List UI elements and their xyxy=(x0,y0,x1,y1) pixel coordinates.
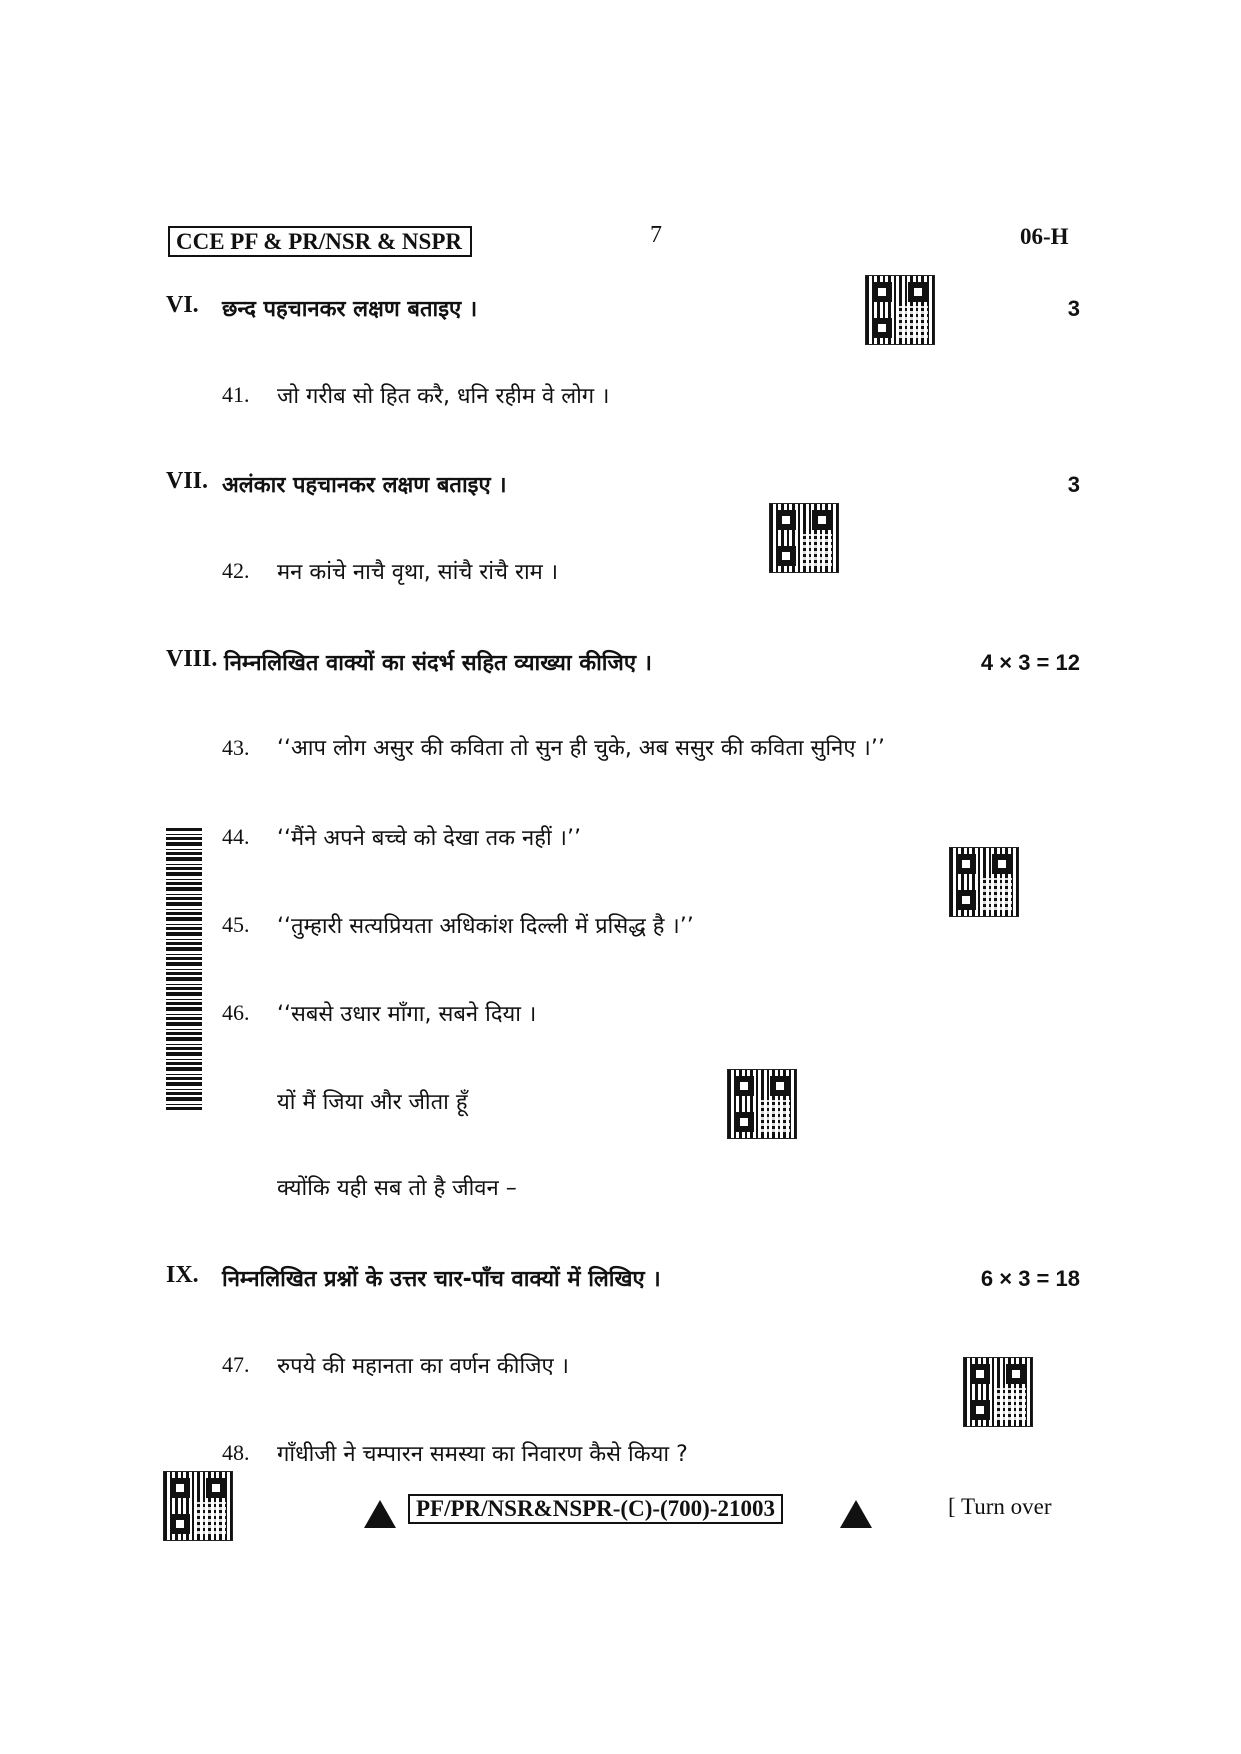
qr-code-icon xyxy=(964,1358,1032,1426)
qr-code-icon xyxy=(866,276,934,344)
section-marks-vii: 3 xyxy=(1067,472,1080,497)
question-number-48: 48. xyxy=(222,1440,250,1465)
section-number-viii: VIII. xyxy=(166,646,218,672)
qr-code-icon xyxy=(770,504,838,572)
question-text-42: मन कांचे नाचै वृथा, सांचै रांचै राम । xyxy=(277,560,559,585)
question-text-46-line-2: यों मैं जिया और जीता हूँ xyxy=(277,1090,468,1115)
section-marks-ix: 6 × 3 = 18 xyxy=(980,1266,1080,1291)
section-number-vii: VII. xyxy=(166,468,209,494)
section-number-vi: VI. xyxy=(166,292,199,318)
question-text-41: जो गरीब सो हित करै, धनि रहीम वे लोग । xyxy=(277,384,610,409)
paper-code: 06-H xyxy=(1020,224,1069,249)
page-number: 7 xyxy=(650,222,662,248)
question-text-46-line-3: क्योंकि यही सब तो है जीवन – xyxy=(277,1176,517,1201)
triangle-marker-icon xyxy=(840,1500,872,1528)
section-title-vii: अलंकार पहचानकर लक्षण बताइए । xyxy=(222,473,507,498)
question-number-41: 41. xyxy=(222,382,250,407)
section-number-ix: IX. xyxy=(166,1262,199,1288)
question-number-47: 47. xyxy=(222,1352,250,1377)
footer-code-box: PF/PR/NSR&NSPR-(C)-(700)-21003 xyxy=(408,1494,783,1524)
qr-code-icon xyxy=(164,1472,232,1540)
question-number-44: 44. xyxy=(222,824,250,849)
turn-over-label: [ Turn over xyxy=(948,1494,1052,1519)
question-text-46-line-1: ‘‘सबसे उधार माँगा, सबने दिया । xyxy=(277,1002,537,1027)
qr-code-icon xyxy=(950,848,1018,916)
section-title-ix: निम्नलिखित प्रश्नों के उत्तर चार-पाँच वाक्यों में लिखिए । xyxy=(222,1267,661,1292)
exam-code-box: CCE PF & PR/NSR & NSPR xyxy=(168,226,472,257)
section-title-vi: छन्द पहचानकर लक्षण बताइए । xyxy=(222,297,478,322)
section-title-viii: निम्नलिखित वाक्यों का संदर्भ सहित व्याख्या कीजिए । xyxy=(224,651,652,676)
qr-code-icon xyxy=(728,1070,796,1138)
question-number-46: 46. xyxy=(222,1000,250,1025)
question-number-42: 42. xyxy=(222,558,250,583)
question-text-44: ‘‘मैंने अपने बच्चे को देखा तक नहीं ।’’ xyxy=(277,826,581,851)
section-marks-vi: 3 xyxy=(1067,296,1080,321)
question-text-47: रुपये की महानता का वर्णन कीजिए । xyxy=(277,1354,570,1379)
barcode-icon xyxy=(166,828,202,1110)
question-number-45: 45. xyxy=(222,912,250,937)
triangle-marker-icon xyxy=(364,1500,396,1528)
section-marks-viii: 4 × 3 = 12 xyxy=(980,650,1080,675)
question-text-48: गाँधीजी ने चम्पारन समस्या का निवारण कैसे किया ? xyxy=(277,1442,688,1467)
question-number-43: 43. xyxy=(222,735,250,760)
question-text-45: ‘‘तुम्हारी सत्यप्रियता अधिकांश दिल्ली में प्रसिद्ध है ।’’ xyxy=(277,914,694,939)
question-text-43: ‘‘आप लोग असुर की कविता तो सुन ही चुके, अब ससुर की कविता सुनिए ।’’ xyxy=(277,736,885,761)
